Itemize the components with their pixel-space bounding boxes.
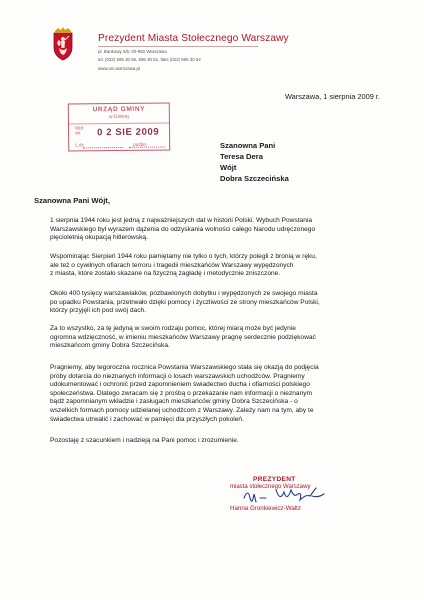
stamp-divider — [69, 122, 169, 124]
text-line: świadectwa utrwalić i zachować w pamięci dla przyszłych pokoleń. — [50, 415, 244, 423]
salutation: Szanowna Pani Wójt, — [34, 196, 110, 205]
recipient-line-1: Szanowna Pani — [220, 141, 276, 150]
stamp-received-label-1: Wpł. — [74, 125, 85, 131]
incoming-stamp — [68, 102, 170, 151]
stamp-lp-line — [83, 147, 123, 148]
letterhead-address: pl. Bankowy 3/5, 00-950 Warszawa — [98, 49, 167, 54]
signature-subtitle: miasta stołecznego Warszawy — [230, 484, 311, 490]
stamp-sign-label: podpis — [133, 141, 147, 147]
text-line: społeczeństwa. Dlatego zwracam się z prośbą o przekazanie nam informacji o nieznanym — [50, 389, 313, 397]
text-line: udokumentować i ochronić przed zapomnieniem świadectwo ducha i ofiarności polskiego — [50, 381, 310, 389]
recipient-line-3: Wójt — [220, 163, 237, 172]
text-line: ale też o cywilnych ofiarach terroru i tragedii mieszkańców Warszawy wypędzonych — [50, 261, 294, 269]
signature-title: PREZYDENT — [253, 476, 296, 483]
text-line: Pozostaję z szacunkiem i nadzieją na Pani pomoc i zrozumienie. — [50, 437, 239, 444]
text-line: Warszawskiego był wyrazem dążenia do odzyskania wolności całego Narodu udręczonego — [50, 225, 316, 233]
text-line: ogromna wdzięczność, w imieniu mieszkańców Warszawy pragnę serdecznie podziękować — [50, 333, 316, 341]
stamp-received-label-2: dn. — [75, 130, 82, 136]
letterhead-title: Prezydent Miasta Stołecznego Warszawy — [98, 33, 289, 44]
text-line: próby dotarcia do nieznanych informacji o losach warszawskich uchodźców. Pragniemy — [50, 372, 305, 380]
paragraph-1 — [50, 217, 382, 243]
stamp-sign-line — [129, 147, 165, 148]
stamp-date: 0 2 SIE 2009 — [97, 126, 160, 139]
stamp-lp-label: L.dz. — [75, 142, 86, 148]
text-line: Wspominając Sierpień 1944 roku pamiętamy nie tylko o tych, którzy polegli z bronią w ręku, — [50, 253, 317, 260]
text-line: pięcioletnią okupacją hitlerowską. — [50, 234, 148, 242]
text-line: po upadku Powstania, przetrwało dzięki pomocy i życzliwości ze strony mieszkańców Polski, — [50, 298, 320, 306]
letterhead-phone: tel. (022) 595 30 50, 595 30 51, faks (022) 595 30 52 — [98, 57, 201, 62]
text-line: Pragniemy, aby tegoroczna rocznica Powstania Warszawskiego stała się okazją do podjęcia — [50, 364, 319, 371]
text-line: z miasta, które zostało skazane na fizyczną zagładę i metodycznie zniszczone. — [50, 270, 281, 278]
recipient-address — [220, 140, 289, 184]
text-line: mieszkańcom gminy Dobra Szczecińska. — [50, 342, 170, 350]
letterhead-divider — [98, 46, 258, 47]
text-line: 1 sierpnia 1944 roku jest jedną z najważniejszych dat w historii Polski. Wybuch Powstania — [50, 217, 312, 224]
paragraph-2 — [50, 253, 382, 279]
text-line: Około 400 tysięcy warszawiaków, pozbawionych dobytku i wypędzonych ze swojego miasta — [50, 290, 318, 297]
text-line: Za to wszystko, za tę jedyną w swoim rodzaju pomoc, której miarą może być jedynie — [50, 325, 296, 332]
stamp-subtitle: w Dobrej — [108, 113, 129, 121]
warsaw-crest-icon — [50, 27, 76, 61]
stamp-received-label — [75, 125, 84, 135]
recipient-line-2: Teresa Dera — [220, 152, 263, 161]
text-line: bądź zapomnianym wkładzie i zasługach mieszkańców gminy Dobra Szczecińska - o — [50, 398, 298, 406]
stamp-title: URZĄD GMINY — [92, 105, 146, 114]
paragraph-3 — [50, 290, 382, 316]
letter-date: Warszawa, 1 sierpnia 2009 r. — [284, 92, 380, 101]
signature-name: Hanna Gronkiewicz-Waltz — [230, 505, 301, 512]
letterhead-website: www.um.warszawa.pl — [98, 66, 140, 71]
recipient-line-4: Dobra Szczecińska — [220, 174, 289, 183]
text-line: wszelkich formach pomocy udzielanej uchodźcom z Warszawy. Zależy nam na tym, aby te — [50, 406, 314, 414]
text-line: którzy przyjęli ich pod swój dach. — [50, 307, 147, 315]
paragraph-5 — [50, 364, 382, 424]
paragraph-4 — [50, 325, 382, 351]
paragraph-6 — [50, 437, 382, 446]
